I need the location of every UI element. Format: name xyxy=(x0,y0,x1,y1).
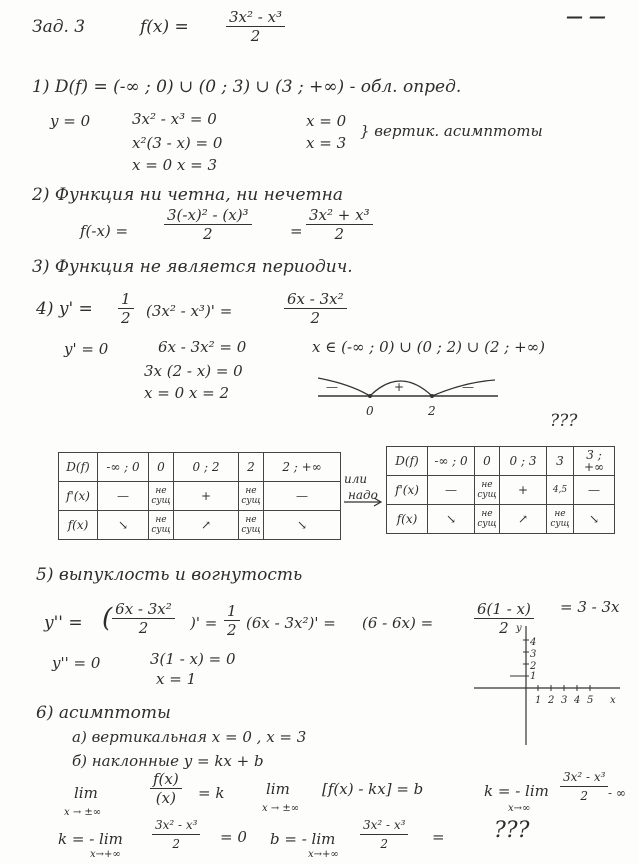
k2-limit-lhs: k = - lim xyxy=(58,830,123,848)
second-derivative-mid3: (6 - 6x) = xyxy=(362,614,434,632)
derivative-half-den: 2 xyxy=(121,309,131,327)
table-cell: f'(x) xyxy=(59,482,98,511)
table-cell: ↘ xyxy=(264,511,341,540)
axis-y-tick: 3 xyxy=(530,649,537,660)
table-cell: — xyxy=(574,476,615,505)
table-cell: — xyxy=(264,482,341,511)
table-cell: 2 ; +∞ xyxy=(264,453,341,482)
table-row xyxy=(59,511,341,540)
second-derivative-pden: 2 xyxy=(138,619,149,637)
k-limit-frac xyxy=(560,768,608,805)
second-derivative-rnum: 6(1 - x) xyxy=(474,600,534,619)
limit-k-num: f(x) xyxy=(150,770,182,789)
axis-x-tick: 4 xyxy=(574,695,581,706)
parity-num2: 3x² + x³ xyxy=(306,206,373,225)
table-cell: 0 ; 3 xyxy=(500,447,547,476)
table-cell: 4,5 xyxy=(547,476,574,505)
k2-limit-num: 3x² - x³ xyxy=(152,816,200,835)
k-limit-num: 3x² - x³ xyxy=(560,768,608,787)
limit-b-word: lim xyxy=(266,780,290,798)
table-row xyxy=(387,476,615,505)
second-derivative-half-den: 2 xyxy=(227,621,237,639)
limit-k-word: lim xyxy=(74,784,98,802)
monotonicity-table-2 xyxy=(386,446,615,534)
derivative-half xyxy=(118,290,134,327)
k-limit-rhs: - ∞ xyxy=(608,786,626,800)
parity-num1: 3(-x)² - (x)³ xyxy=(164,206,252,225)
table-cell: ↗ xyxy=(174,511,239,540)
derivative-zero: y' = 0 xyxy=(64,340,109,358)
axis-x-tick: 5 xyxy=(587,695,594,706)
second-derivative-result xyxy=(474,600,534,637)
table-cell: + xyxy=(174,482,239,511)
table-cell: 0 xyxy=(149,453,174,482)
table-cell: — xyxy=(428,476,475,505)
domain-line: 1) D(f) = (-∞ ; 0) ∪ (0 ; 3) ∪ (3 ; +∞) - обл. опред. xyxy=(32,77,462,97)
table-cell: 2 xyxy=(239,453,264,482)
task-label: Зад. 3 xyxy=(32,17,86,37)
axis-y-label: y xyxy=(516,623,522,634)
second-derivative-half xyxy=(224,602,240,639)
table-cell: + xyxy=(500,476,547,505)
table-cell: 3 ; +∞ xyxy=(574,447,615,476)
asymptotes-title: 6) асимптоты xyxy=(36,703,171,723)
axis-x-tick: 2 xyxy=(548,695,555,706)
derivative-eq2: 3x (2 - x) = 0 xyxy=(144,362,243,380)
limit-k-eq: = k xyxy=(198,784,225,802)
derivative-den: 2 xyxy=(310,309,321,327)
table-cell: не сущ xyxy=(547,505,574,534)
table-cell: ↗ xyxy=(500,505,547,534)
limit-k-sub: x → ±∞ xyxy=(64,807,102,818)
table-cell: — xyxy=(98,482,149,511)
k2-limit-rhs: = 0 xyxy=(220,828,247,846)
function-denominator: 2 xyxy=(250,27,261,45)
needed-label: надо xyxy=(348,488,378,502)
derivative-result xyxy=(284,290,347,327)
parity-den1: 2 xyxy=(203,225,213,243)
second-derivative-half-num: 1 xyxy=(224,602,240,621)
table-cell: 0 ; 2 xyxy=(174,453,239,482)
table-cell: не сущ xyxy=(475,476,500,505)
table-row xyxy=(59,453,341,482)
k-limit-sub: x→∞ xyxy=(508,803,531,814)
b-limit-lhs: b = - lim xyxy=(270,830,336,848)
oblique-asymptotes: б) наклонные y = kx + b xyxy=(72,752,264,770)
second-derivative-pnum: 6x - 3x² xyxy=(112,600,175,619)
b-limit-frac xyxy=(360,816,408,853)
derivative-mid: (3x² - x³)' = xyxy=(146,302,233,320)
b-limit-den: 2 xyxy=(380,837,389,851)
axis-y-tick: 4 xyxy=(530,637,537,648)
table-cell: не сущ xyxy=(475,505,500,534)
table-cell: f(x) xyxy=(387,505,428,534)
s1-eq2: x²(3 - x) = 0 xyxy=(132,134,223,152)
derivative-lhs: 4) y' = xyxy=(36,299,93,319)
sign-minus-left: — xyxy=(326,380,338,394)
table-cell: 0 xyxy=(475,447,500,476)
b-limit-rhs: = xyxy=(432,828,445,846)
function-lhs: f(x) = xyxy=(140,17,189,37)
second-derivative-rhs: = 3 - 3x xyxy=(560,598,620,616)
k-limit-den: 2 xyxy=(580,789,589,803)
second-derivative-mid2: (6x - 3x²)' = xyxy=(246,614,336,632)
table-cell: 3 xyxy=(547,447,574,476)
table-cell: не сущ xyxy=(239,482,264,511)
table-cell: f'(x) xyxy=(387,476,428,505)
table-cell: ↘ xyxy=(574,505,615,534)
axis-y-tick: 2 xyxy=(530,661,537,672)
table-cell: f(x) xyxy=(59,511,98,540)
function-definition xyxy=(226,8,285,45)
axis-x-tick: 1 xyxy=(535,695,542,706)
table-cell: D(f) xyxy=(387,447,428,476)
k2-limit-den: 2 xyxy=(172,837,181,851)
derivative-num: 6x - 3x² xyxy=(284,290,347,309)
table-cell: не сущ xyxy=(149,482,174,511)
b-limit-sub: x→+∞ xyxy=(308,849,339,860)
convexity-title: 5) выпуклость и вогнутость xyxy=(36,565,303,585)
vertical-asymptote-note: } вертик. асимптоты xyxy=(360,122,543,140)
axis-x-label: x xyxy=(610,695,616,706)
parity-title: 2) Функция ни четна, ни нечетна xyxy=(32,185,343,205)
table-cell: не сущ xyxy=(239,511,264,540)
derivative-half-num: 1 xyxy=(118,290,134,309)
second-derivative-eq2: x = 1 xyxy=(156,670,197,688)
limit-b-expr: [f(x) - kx] = b xyxy=(322,780,424,798)
axis-x-tick: 3 xyxy=(561,695,568,706)
parity-frac1 xyxy=(164,206,252,243)
parity-eq: = xyxy=(290,222,303,240)
parity-lhs: f(-x) = xyxy=(80,222,129,240)
k2-limit-sub: x→+∞ xyxy=(90,849,121,860)
axis-y-tick: 1 xyxy=(530,671,537,682)
parity-den2: 2 xyxy=(334,225,345,243)
question-marks-top: ??? xyxy=(550,411,578,431)
limit-k-den: (x) xyxy=(155,789,176,807)
limit-b-sub: x → ±∞ xyxy=(262,803,300,814)
second-derivative-mid1: )' = xyxy=(190,614,218,632)
table-cell: не сущ xyxy=(149,511,174,540)
table-cell: ↘ xyxy=(98,511,149,540)
periodic-title: 3) Функция не является периодич. xyxy=(32,257,353,277)
derivative-domain: x ∈ (-∞ ; 0) ∪ (0 ; 2) ∪ (2 ; +∞) xyxy=(312,338,545,356)
limit-k-frac xyxy=(150,770,182,807)
sign-point-2: 2 xyxy=(428,404,436,418)
sign-point-0: 0 xyxy=(366,404,374,418)
second-derivative-rden: 2 xyxy=(499,619,509,637)
k2-limit-frac xyxy=(152,816,200,853)
table-cell: D(f) xyxy=(59,453,98,482)
table-cell: -∞ ; 0 xyxy=(428,447,475,476)
function-numerator: 3x² - x³ xyxy=(226,8,285,27)
table-row xyxy=(387,505,615,534)
s1-eq3: x = 0 x = 3 xyxy=(132,156,217,174)
or-label: или xyxy=(344,472,368,486)
monotonicity-table-1 xyxy=(58,452,341,540)
table-row xyxy=(59,482,341,511)
table-cell: -∞ ; 0 xyxy=(98,453,149,482)
s1-x3: x = 3 xyxy=(306,134,347,152)
second-derivative-eq1: 3(1 - x) = 0 xyxy=(150,650,236,668)
s1-y-zero: y = 0 xyxy=(50,112,91,130)
vertical-asymptotes: а) вертикальная x = 0 , x = 3 xyxy=(72,728,307,746)
derivative-eq3: x = 0 x = 2 xyxy=(144,384,229,402)
k-limit-lhs: k = - lim xyxy=(484,782,549,800)
s1-eq1: 3x² - x³ = 0 xyxy=(132,110,217,128)
second-derivative-paren: ( $\frac{\text{6x - 3x²}}{2}$ xyxy=(102,600,175,637)
second-derivative-lhs: y'' = xyxy=(44,613,83,633)
second-derivative-zero: y'' = 0 xyxy=(52,654,101,672)
question-marks-bottom: ??? xyxy=(494,818,530,843)
sign-minus-right: — xyxy=(462,380,474,394)
derivative-eq1: 6x - 3x² = 0 xyxy=(158,338,247,356)
b-limit-num: 3x² - x³ xyxy=(360,816,408,835)
parity-frac2 xyxy=(306,206,373,243)
s1-x0: x = 0 xyxy=(306,112,347,130)
header-dash: — — xyxy=(566,7,606,27)
table-row xyxy=(387,447,615,476)
table-cell: ↘ xyxy=(428,505,475,534)
sign-plus: + xyxy=(394,380,405,394)
